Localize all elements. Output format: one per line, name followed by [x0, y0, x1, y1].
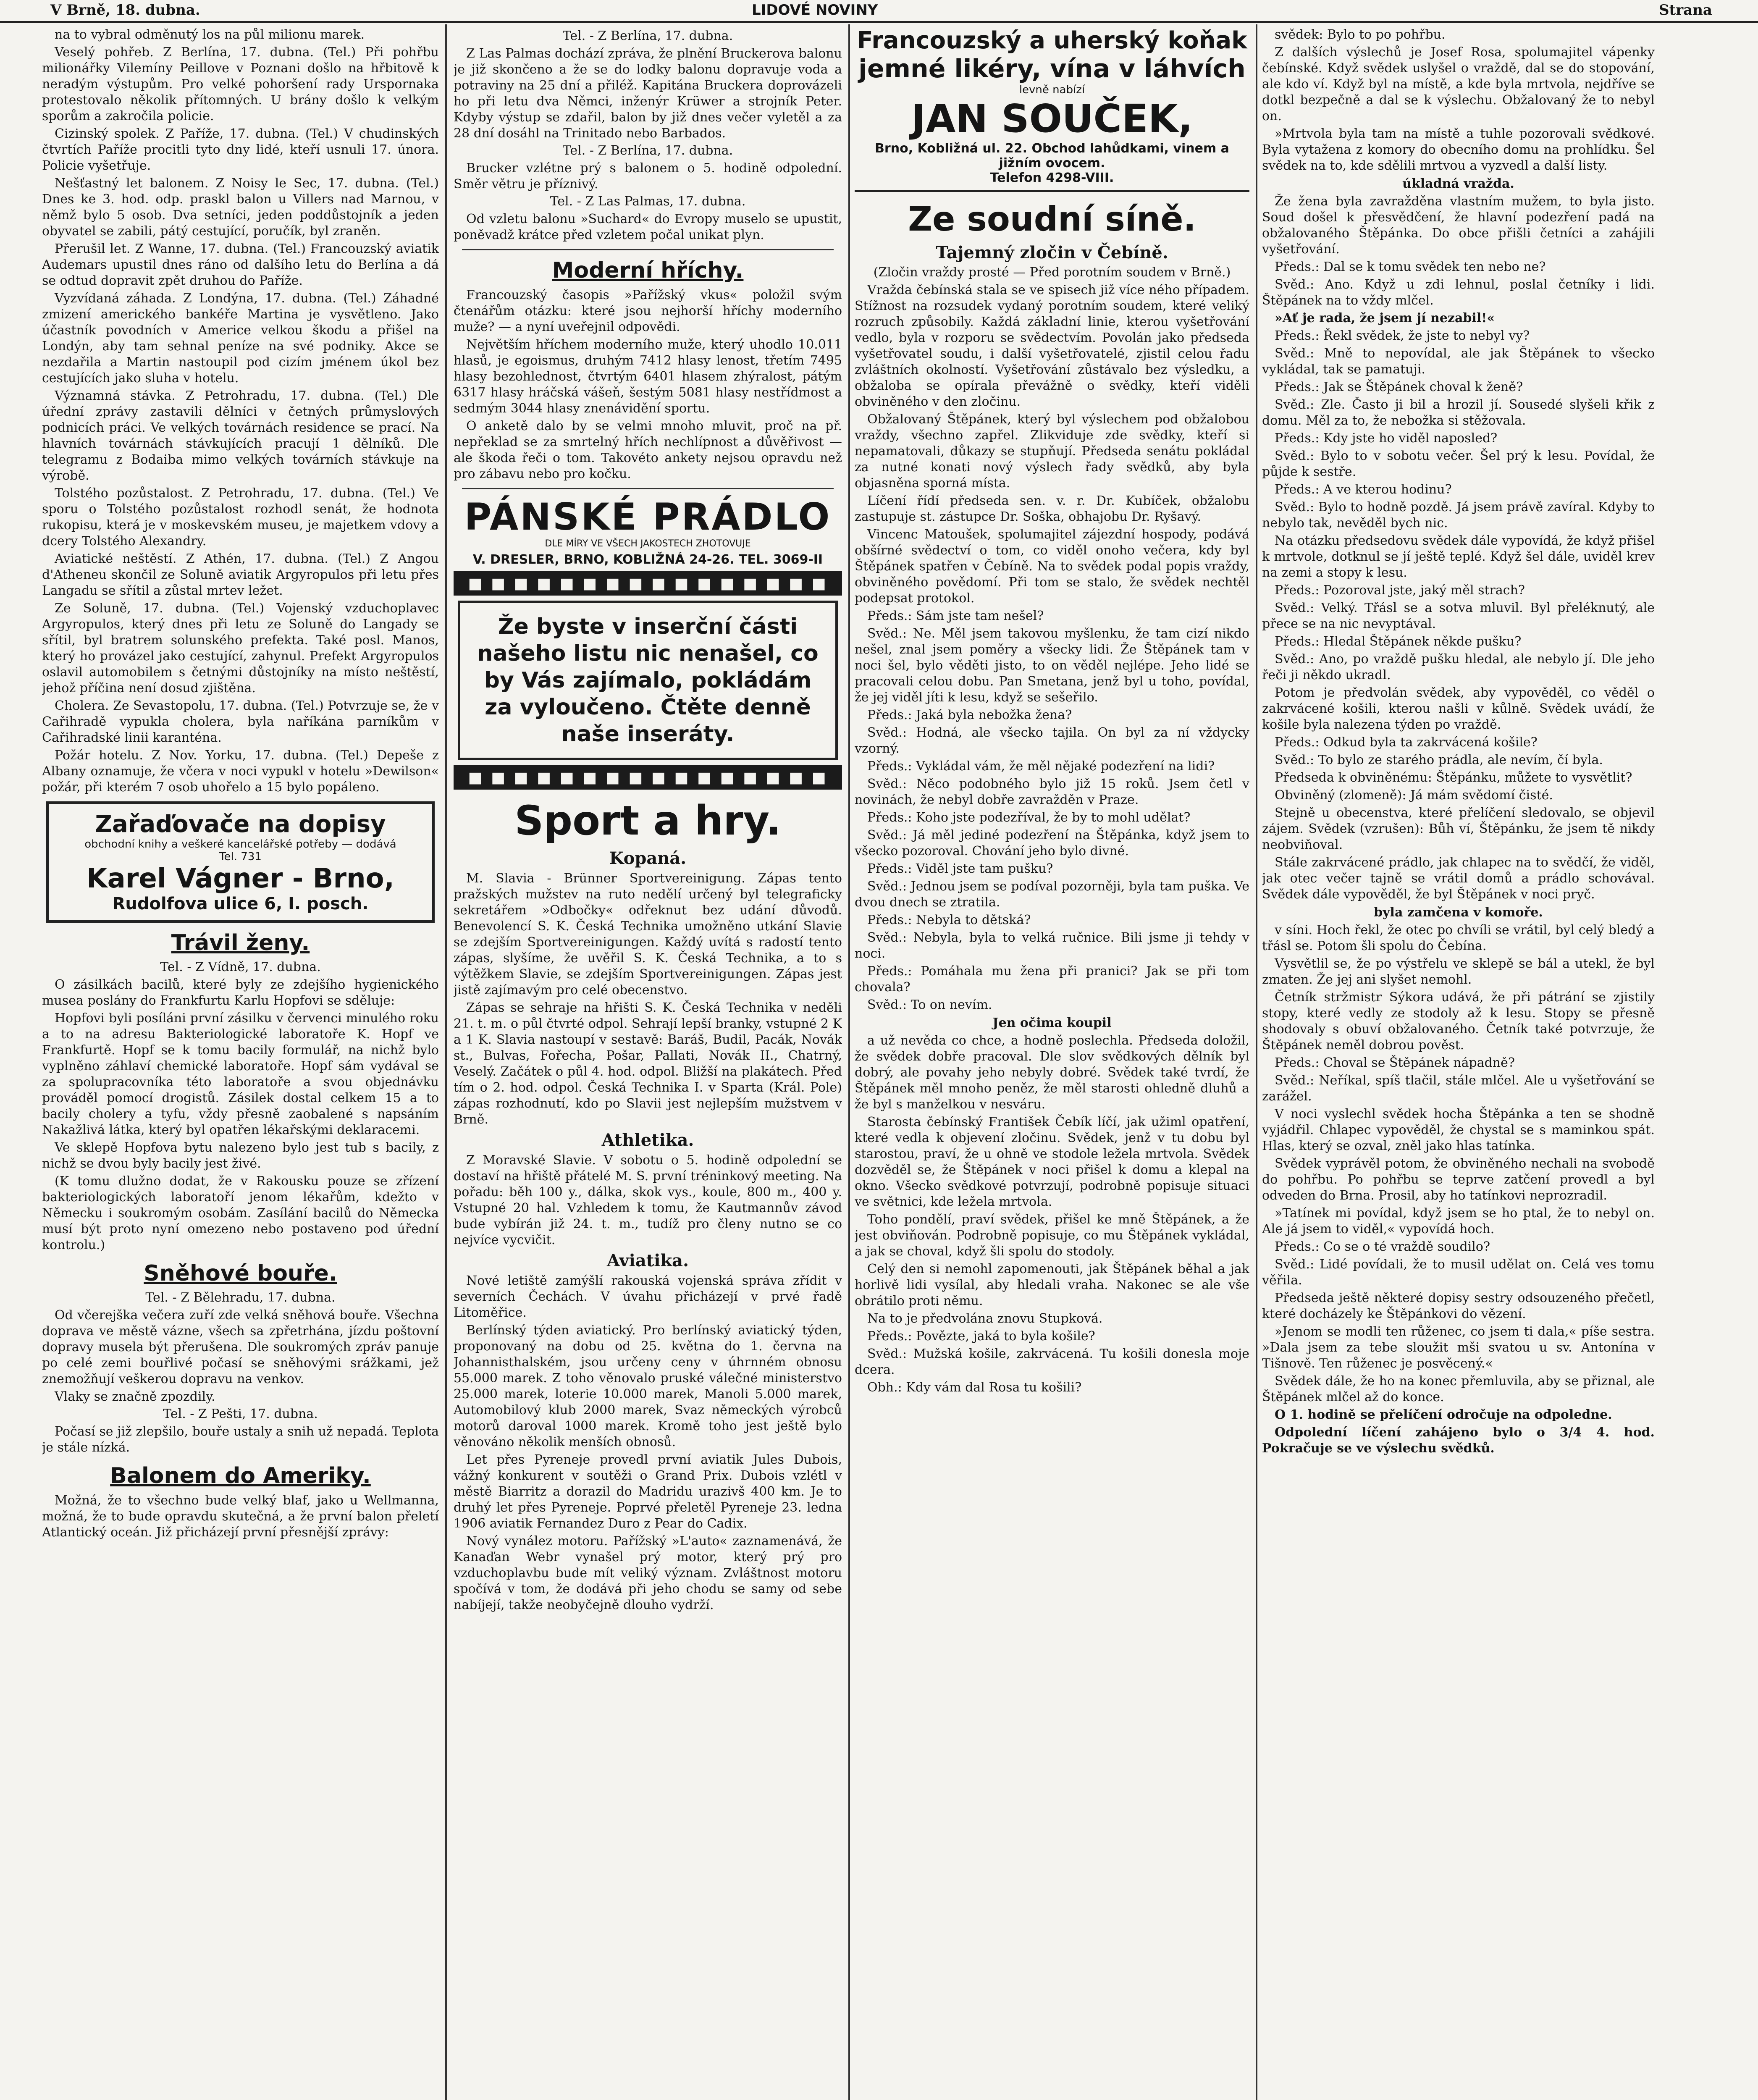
ad-company-name: JAN SOUČEK, — [911, 96, 1193, 141]
article-text: Cholera. Ze Sevastopolu, 17. dubna. (Tel.) Potvrzuje se, že v Cařihradě vypukla cholera, byla naříkána parníkům v Cařihradské linii karanténa. — [42, 698, 439, 745]
section-subtitle: Athletika. — [601, 1130, 694, 1150]
article-text: Od vzletu balonu »Suchard« do Evropy muselo se upustit, poněvadž krátce před vzletem počal unikat plyn. — [454, 212, 842, 242]
ad-subtitle: DLE MÍRY VE VŠECH JAKOSTECH ZHOTOVUJE — [545, 538, 751, 549]
column-rule — [445, 24, 447, 2100]
article-text: Největším hříchem moderního muže, který uhodlo 10.011 hlasů, je egoismus, druhým 7412 hlasy lenost, třetím 7495 hlasy bezohlednost, čtvrtým 6401 hlasem zhýralost, pátým 6317 hlasy hráčská vášeň, šestým 5081 hlasy nestřídmost a sedmým 3044 hlasy znenávidění sportu. — [454, 337, 842, 416]
article-text: Nový vynález motoru. Pařížský »L'auto« zaznamenává, že Kanaďan Webr vynašel prý motor, který prý pro vzduchoplavbu bude mít veliký význam. Zvláštnost motoru spočívá v tom, že dodává při jeho chodu se samy od sebe nabíjejí, takže neobyčejně dlouho vydrží. — [454, 1534, 842, 1612]
advertisement-soucek — [855, 27, 1249, 192]
article-text: Že žena byla zavražděna vlastním mužem, to byla jisto. Soud došel k přesvědčení, že hlavní podezření padá na obžalovaného Štěpánka. Do obce přišli četníci a zahájili vyšetřování. — [1262, 194, 1655, 257]
article-text: Svědek dále, že ho na konec přemluvila, aby se přiznal, ale Štěpánek mlčel až do konce. — [1262, 1374, 1655, 1404]
dialogue-line: Předs.: Vykládal vám, že měl nějaké podezření na lidi? — [867, 759, 1215, 774]
dialogue-line: Svěd.: To bylo ze starého prádla, ale nevím, čí byla. — [1275, 753, 1603, 767]
headline: Trávil ženy. — [171, 930, 310, 956]
dialogue-line: Předs.: Pozoroval jste, jaký měl strach? — [1275, 583, 1525, 598]
article-text: Berlínský týden aviatický. Pro berlínský aviatický týden, proponovaný na dobu od 25. května do 1. června na Johannisthalském, jsou určeny ceny v úhrnném obnosu 55.000 marek. Z toho věnovalo pruské válečné ministerstvo 25.000 marek, loterie 10.000 marek, Manoli 5.000 marek, Automobilový klub 2000 marek, Svaz německých výrobců motorů daroval 1000 marek. Kromě toho jest ještě bylo věnováno několik menších obnosů. — [454, 1323, 842, 1449]
column-3 — [855, 27, 1249, 2100]
dialogue-line: Předs.: Nebyla to dětská? — [867, 913, 1031, 927]
section-title: Sport a hry. — [514, 797, 781, 844]
ad-subtitle: obchodní knihy a veškeré kancelářské potřeby — dodává — [84, 838, 396, 850]
column-4 — [1262, 27, 1655, 2100]
ad-address: V. DRESLER, BRNO, KOBLIŽNÁ 24-26. TEL. 3069-II — [472, 552, 823, 567]
dialogue-line: Předs.: Jaká byla nebožka žena? — [867, 708, 1072, 722]
article-text: Tolstého pozůstalost. Z Petrohradu, 17. dubna. (Tel.) Ve sporu o Tolstého pozůstalost rozhodl senát, že hodnota rukopisu, která je v moskevském museu, je majetkem vdovy a dcery Tolstého Alexandry. — [42, 486, 439, 549]
dialogue-line: Předseda k obviněnému: Štěpánku, můžete to vysvětlit? — [1275, 770, 1632, 785]
header-dateline: V Brně, 18. dubna. — [50, 2, 200, 18]
article-text: V noci vyslechl svědek hocha Štěpánka a ten se shodně vyjádřil. Chlapec vypověděl, že chystal se s maminkou spát. Hlas, který se ozval, zněl jako hlas tatínka. — [1262, 1107, 1655, 1153]
dateline: Tel. - Z Berlína, 17. dubna. — [562, 143, 733, 158]
headline: Balonem do Ameriky. — [110, 1463, 371, 1488]
headline: Tajemný zločin v Čebíně. — [936, 243, 1168, 262]
article-text: Počasí se již zlepšilo, bouře ustaly a snih už nepadá. Teplota je stále nízká. — [42, 1424, 439, 1455]
ad-title: PÁNSKÉ PRÁDLO — [464, 495, 832, 538]
subheading: byla zamčena v komoře. — [1374, 905, 1543, 920]
ad-line: levně nabízí — [1019, 84, 1085, 96]
dialogue-line: Předs.: Odkud byla ta zakrvácená košile? — [1275, 735, 1538, 750]
dialogue-line: Předs.: Sám jste tam nešel? — [867, 609, 1044, 623]
article-text: Let přes Pyreneje provedl první aviatik Jules Dubois, vážný konkurent v soutěži o Grand Prix. Dubois vzlétl v městě Biarritz a dorazil do Madridu urazivš 400 km. Je to druhý let přes Pyreneje. Poprvé přeletěl Pyreneje 23. ledna 1906 aviatik Fernandez Duro z Pear do Cadix. — [454, 1452, 842, 1531]
ad-company-name: Karel Vágner - Brno, — [87, 863, 394, 894]
header-page-label: Strana — [1659, 2, 1712, 18]
dialogue-line: Předs.: Hledal Štěpánek někde pušku? — [1275, 634, 1522, 649]
article-text: Aviatické neštěstí. Z Athén, 17. dubna. (Tel.) Z Angou d'Atheneu skončil ze Soluně aviatik Argyropulos při letu přes Langadu se sřítil a zůstal mrtev ležet. — [42, 551, 439, 598]
dialogue-line: Obviněný (zlomeně): Já mám svědomí čisté. — [1275, 788, 1553, 803]
advertisement-dresler — [454, 495, 842, 567]
column-rule — [1256, 24, 1257, 2100]
article-text: (K tomu dlužno dodat, že v Rakousku pouze se zřízení bakteriologických laboratoří jenom lékařům, kdežto v Německu i soukromým osobám. Zasílání bacilů do Německa musí být proto nyní omezeno nebo postaveno pod úřední kontrolu.) — [42, 1174, 439, 1252]
article-text: Odpolední líčení zahájeno bylo o 3/4 4. hod. Pokračuje se ve výslechu svědků. — [1262, 1425, 1655, 1456]
article-text: Na otázku předsedovu svědek dále vypovídá, že když přišel k mrtvole, dotknul se jí ještě teplé. Když šel dále, uviděl krev na zemi a stopy k lesu. — [1262, 533, 1655, 580]
dialogue-line: Svěd.: Neříkal, spíš tlačil, stále mlčel. Ale u vyšetřování se zarážel. — [1262, 1073, 1655, 1104]
divider — [462, 488, 834, 489]
article-text: Možná, že to všechno bude velký blaf, jako u Wellmanna, možná, že to bude opravdu skutečná, a že první balon přeletí Atlantický oceán. Již přicházejí první přesnější zprávy: — [42, 1493, 439, 1540]
article-text: Přerušil let. Z Wanne, 17. dubna. (Tel.) Francouzský aviatik Audemars upustil dnes ráno od dalšího letu do Berlína a dá se odtud dopravit zpět druhou do Paříže. — [42, 242, 439, 288]
article-text: Nešťastný let balonem. Z Noisy le Sec, 17. dubna. (Tel.) Dnes ke 3. hod. odp. praskl balon u Villers nad Marnou, v němž bylo 5 osob. Dva setníci, jeden poddůstojník a jeden obyvatel se zabili, pátý cestující, poručík, byl zraněn. — [42, 176, 439, 239]
article-text: Vyzvídaná záhada. Z Londýna, 17. dubna. (Tel.) Záhadné zmizení amerického bankéře Martina je vysvětleno. Jako účastník povodních v Americe velkou škodu a přišel na Londýn, aby tam sehnal peníze na své podniky. Akce se nezdařila a Martin nastoupil pod cizím jménem úkol bez cestujících jako sluha v hotelu. — [42, 291, 439, 386]
ad-address: Rudolfova ulice 6, I. posch. — [112, 894, 369, 914]
column-1 — [42, 27, 439, 2100]
dialogue-line: Předs.: A ve kterou hodinu? — [1275, 482, 1452, 497]
article-text: Brucker vzlétne prý s balonem o 5. hodině odpolední. Směr větru je příznivý. — [454, 161, 842, 192]
dialogue-line: Předs.: Kdy jste ho viděl naposled? — [1275, 431, 1498, 446]
advertising-notice: Že byste v inserční části našeho listu nic nenašel, co by Vás zajímalo, pokládám za vyloučeno. Čtěte denně naše inseráty. — [458, 601, 838, 760]
dialogue-line: Svěd.: Nebyla, byla to velká ručnice. Bili jsme ji tehdy v noci. — [855, 930, 1249, 961]
article-text: O anketě dalo by se velmi mnoho mluvit, proč na př. nepřeklad se za smrtelný hřích nechlípnost a důvěřivost — ale škoda řeči o tom. Takovéto ankety nejsou opravdu než pro zábavu nebo pro kočku. — [454, 419, 842, 481]
dialogue-line: Svěd.: To on nevím. — [867, 998, 992, 1012]
dialogue-line: Předs.: Pomáhala mu žena při pranici? Jak se při tom chovala? — [855, 964, 1249, 995]
article-text: Požár hotelu. Z Nov. Yorku, 17. dubna. (Tel.) Depeše z Albany oznamuje, že včera v noci vypukl v hotelu »Dewilson« požár, při kterém 7 osob uhořelo a 15 bylo popáleno. — [42, 748, 439, 795]
article-text: »Tatínek mi povídal, když jsem se ho ptal, že to nebyl on. Ale já jsem to viděl,« vypovídá hoch. — [1262, 1206, 1655, 1236]
article-text: Četník stržmistr Sýkora udává, že při pátrání se zjistily stopy, které vedly ze stodoly až k lesu. Stopy se přesně shodovaly s obuví obžalovaného. Četník také potvrzuje, že Štěpánek neměl dobrou pověst. — [1262, 990, 1655, 1053]
dialogue-line: Svěd.: Ne. Měl jsem takovou myšlenku, že tam cizí nikdo nešel, znal jsem poměry a všecky lidi. Že Štěpánek tam v noci šel, bylo věděti jisto, to on věděl nejlépe. Jeho lidé se pracovali celou dobu. Pan Smetana, jenž byl u toho, povídal, že jej viděl jíti k lesu, když se sešeřilo. — [855, 626, 1249, 705]
dialogue-line: Svěd.: Hodná, ale všecko tajila. On byl za ní vždycky vzorný. — [855, 725, 1249, 756]
article-text: »Jenom se modli ten růženec, co jsem ti dala,« píše sestra. »Dala jsem za tebe sloužit mši svatou u sv. Antonína v Tišnově. Ten růženec je posvěcený.« — [1262, 1324, 1655, 1371]
dialogue-line: Předs.: Povězte, jaká to byla košile? — [867, 1329, 1095, 1344]
section-subtitle: Kopaná. — [609, 848, 687, 868]
ornament-band: ■ ■ ■ ■ ■ ■ ■ ■ ■ ■ ■ ■ ■ ■ ■ ■ — [454, 571, 842, 596]
article-text: Cizinský spolek. Z Paříže, 17. dubna. (Tel.) V chudinských čtvrtích Paříže procitli tyto dny lidé, kteří usnuli 17. února. Policie vyšetřuje. — [42, 126, 439, 173]
ad-phone: Telefon 4298-VIII. — [990, 171, 1114, 185]
dialogue-line: Předs.: Jak se Štěpánek choval k ženě? — [1275, 380, 1523, 394]
dateline: Tel. - Z Las Palmas, 17. dubna. — [550, 194, 746, 209]
article-text: Toho pondělí, praví svědek, přišel ke mně Štěpánek, a že jest obviňován. Podrobně popisuje, co mu Štěpánek vykládal, a jak se choval, když šli spolu do stodoly. — [855, 1212, 1249, 1259]
article-text: Z Moravské Slavie. V sobotu o 5. hodině odpolední se dostaví na hřiště přátelé M. S. první tréninkový meeting. Na pořadu: běh 100 y., dálka, skok vys., koule, 800 m., 400 y. Vstupné 20 hal. Vzhledem k tomu, že Kautmannův závod bude vybírán již 24. t. m., tudíž pro členy nutno se co nejvíce vycvičit. — [454, 1153, 842, 1247]
article-text: Starosta čebínský František Čebík líčí, jak užiml opatření, které vedla k objevení zločinu. Svědek, jenž v tu dobu byl starostou, praví, že u ohně ve stodole ležela mrtvola. Svědek dozvěděl se, že Štěpánek v noci přišel k domu a klepal na okno. Všecko svědkové potvrzují, podrobně popisuje situaci ve světnici, kde ležela mrtvola. — [855, 1115, 1249, 1209]
dialogue-line: Předs.: Choval se Štěpánek nápadně? — [1275, 1055, 1515, 1070]
quoted-line: »Ať je rada, že jsem jí nezabil!« — [1275, 311, 1495, 326]
article-text: Líčení řídí předseda sen. v. r. Dr. Kubíček, obžalobu zastupuje st. zástupce Dr. Soška, obhajobu Dr. Ryšavý. — [855, 494, 1249, 524]
dateline: Tel. - Z Bělehradu, 17. dubna. — [145, 1290, 336, 1305]
article-text: Hopfovi byli posíláni první zásilku v červenci minulého roku a to na adresu Bakteriologické laboratoře K. Hopf ve Frankfurtě. Hopf se k tomu bacily formulář, na nichž bylo vyplněno záhlaví chemické laboratoře. Hopf sám vydával se za spolupracovníka této laboratoře a svou objednávku prováděl pomocí drogistů. Zásilek dostal celkem 15 a to bacily cholery a tyfu, vždy přesně zaobalené s napsáním Nakažlivá látka, který byl opatřen lékařskými deklaracemi. — [42, 1011, 439, 1137]
article-text: Vincenc Matoušek, spolumajitel zájezdní hospody, podává obšírné svědectví o tom, co viděl onoho večera, kdy byl Štěpánek spatřen v Čebíně. Na to svědek podal popis vraždy, obviněného povědomí. Při tom se stalo, že svědek nechtěl podepsat protokol. — [855, 527, 1249, 606]
article-text: Předseda ještě některé dopisy sestry odsouzeného přečetl, které docházely ke Štěpánkovi do vězení. — [1262, 1291, 1655, 1321]
article-text: Zápas se sehraje na hřišti S. K. Česká Technika v neděli 21. t. m. o půl čtvrté odpol. Sehrají lepší branky, vstupné 2 K a 1 K. Slavia nastoupí v sestavě: Baráš, Budil, Pacák, Novák st., Bulvas, Fořecha, Pošar, Pallati, Novák II., Chatrný, Veselý. Začátek o půl 4. hod. odpol. Bližší na plakátech. Před tím o 2. hod. odpol. Česká Technika I. v Sparta (Král. Pole) zápas rozhodnutí, kdo po Slavii jest nejlepším mužstvem v Brně. — [454, 1000, 842, 1127]
article-text: »Mrtvola byla tam na místě a tuhle pozorovali svědkové. Byla vytažena z komory do obecního domu na prohlídku. Šel svědek na to, kde sdělili mrtvou a vyzvedl a další listy. — [1262, 126, 1655, 173]
dateline: Tel. - Z Pešti, 17. dubna. — [163, 1407, 318, 1421]
dialogue-line: Svěd.: Mužská košile, zakrvácená. Tu košili donesla moje dcera. — [855, 1347, 1249, 1377]
dialogue-line: Svěd.: Mně to nepovídal, ale jak Štěpánek to všecko vykládal, tak se pamatuji. — [1262, 346, 1655, 377]
article-text: O zásilkách bacilů, které byly ze zdejšího hygienického musea poslány do Frankfurtu Karlu Hopfovi se sděluje: — [42, 977, 439, 1008]
article-text: Veselý pohřeb. Z Berlína, 17. dubna. (Tel.) Při pohřbu milionářky Vilemíny Peillove v Poznani došlo na hřbitově k neradým výstupům. Pro velké pohoršení rady Urspornaka protestovalo několik přítomných. U brány došlo k velkým sporům a zakročila policie. — [42, 45, 439, 123]
article-text: svědek: Bylo to po pohřbu. — [1275, 27, 1446, 42]
dialogue-line: Svěd.: Ano. Když u zdi lehnul, poslal četníky i lidi. Štěpánek na to vždy mlčel. — [1262, 277, 1655, 308]
dateline: Tel. - Z Berlína, 17. dubna. — [562, 29, 733, 43]
article-text: Svědek vyprávěl potom, že obviněného nechali na svobodě do pohřbu. Po pohřbu se teprve zatčení provedl a byl odveden do Brna. Prosil, aby ho tatínkovi neprozradil. — [1262, 1156, 1655, 1203]
article-text: Francouzský časopis »Pařížský vkus« položil svým čtenářům otázku: které jsou nejhorší hříchy moderního muže? — a nyní uveřejnil odpovědi. — [454, 288, 842, 334]
article-text: a už nevěda co chce, a hodně poslechla. Předseda doložil, že svědek dobře pracoval. Dle slov svědkových dělník byl dobrý, ale povahy jeho nebyly dobré. Svědek také tvrdí, že Štěpánek měl mnoho peněz, že měl starosti ohledně dluhů a že byl s manželkou v nesváru. — [855, 1033, 1249, 1112]
dialogue-line: Svěd.: Zle. Často ji bil a hrozil jí. Sousedé slyšeli křik z domu. Měl za to, že nebožka si stěžovala. — [1262, 397, 1655, 428]
ad-phone: Tel. 731 — [219, 850, 262, 863]
article-text: Stále zakrvácené prádlo, jak chlapec na to svědčí, že viděl, jak otec večer tajně se vrátil domů a prádlo schovával. Svědek dále vypověděl, že byl Štěpánek v noci pryč. — [1262, 855, 1655, 902]
page-header — [0, 0, 1758, 23]
dialogue-line: Svěd.: Ano, po vraždě pušku hledal, ale nebylo jí. Dle jeho řeči ji někdo ukradl. — [1262, 652, 1655, 682]
dialogue-line: Předs.: Řekl svědek, že jste to nebyl vy? — [1275, 328, 1530, 343]
article-text: Vražda čebínská stala se ve spisech již více ného případem. Stížnost na rozsudek vydaný porotním soudem, které veliký rozruch způsobily. Každá základní linie, kterou vyšetřování vedlo, byla v rozporu se svědectvím. Povolán jako předseda vyšetřovatel soudu, i další vyšetřovatelé, zjistil celou řadu zvláštních okolností. Vyšetřování zůstávalo bez výsledku, a obžaloba se opírala převážně o svědky, kteří viděli obviněného v den zločinu. — [855, 283, 1249, 409]
dialogue-line: Předs.: Koho jste podezříval, že by to mohl udělat? — [867, 810, 1191, 825]
article-text: Nové letiště zamýšlí rakouská vojenská správa zřídit v severních Čechách. V úvahu přicházejí v prvé řadě Litoměřice. — [454, 1273, 842, 1320]
article-text: Potom je předvolán svědek, aby vypověděl, co věděl o zakrvácené košili, kterou našli v kůlně. Svědek uvádí, že košile byla nalezena týden po vraždě. — [1262, 685, 1655, 732]
article-text: v síni. Hoch řekl, že otec po chvíli se vrátil, byl celý bledý a třásl se. Potom šli spolu do Čebína. — [1262, 923, 1655, 953]
article-text: Významná stávka. Z Petrohradu, 17. dubna. (Tel.) Dle úřední zprávy zastavili dělníci v četných průmyslových podnicích práci. Ve velkých továrnách residence se prací. Na hlavních továrnách stávkujících pracují 1 dělníků. Dle telegramu z Bodaiba mimo velkých továrních stávkuje na výrobě. — [42, 388, 439, 483]
ornament-band: ■ ■ ■ ■ ■ ■ ■ ■ ■ ■ ■ ■ ■ ■ ■ ■ — [454, 765, 842, 790]
article-text: Ze Soluně, 17. dubna. (Tel.) Vojenský vzduchoplavec Argyropulos, který dnes při letu ze Soluně do Langady se sřítil, byl bratrem solunského prefekta. Také posl. Manos, který ho provázel jako cestující, zahynul. Prefekt Argyropulos oslavil automobilem s četnými důstojníky na místo neštěstí, jehož příčina není dosud zjištěna. — [42, 601, 439, 696]
headline: Moderní hříchy. — [552, 258, 744, 283]
article-text: Vysvětlil se, že po výstřelu ve sklepě se bál a utekl, že byl zmaten. Že jej ani slyšet nemohl. — [1262, 956, 1655, 987]
dialogue-line: Předs.: Dal se k tomu svědek ten nebo ne? — [1275, 260, 1546, 274]
article-text: Z Las Palmas dochází zpráva, že plnění Bruckerova balonu je již skončeno a že se do lodky balonu dopravuje voda a potraviny na 25 dní a přiléž. Kapitána Bruckera doprovázeli ho při letu dva Němci, inženýr Krüwer a strojník Peter. Kdyby výstup se zdařil, balon by již dnes večer vyletěl a za 28 dní dosáhl na Trinitado nebo Barbados. — [454, 46, 842, 141]
header-masthead: LIDOVÉ NOVINY — [752, 2, 878, 18]
ad-line: Francouzský a uherský koňak — [857, 27, 1247, 54]
article-text: Na to je předvolána znovu Stupková. — [867, 1311, 1103, 1326]
article-text: Z dalších výslechů je Josef Rosa, spolumajitel vápenky čebínské. Když svědek uslyšel o vraždě, dal se do stopování, ale kdo ví. Když byl na místě, a kde byla mrtvola, nejdříve se dotkl bezpečně a dal se k výslechu. Obžalovaný že to nebyl on. — [1262, 45, 1655, 123]
dialogue-line: Svěd.: Velký. Třásl se a sotva mluvil. Byl přeléknutý, ale přece se na nic nevyptával. — [1262, 601, 1655, 631]
dialogue-line: Obh.: Kdy vám dal Rosa tu košili? — [867, 1380, 1082, 1395]
column-2 — [454, 27, 842, 2100]
article-text: Od včerejška večera zuří zde velká sněhová bouře. Všechna doprava ve městě vázne, všech sa zpřetrhána, jízdu poštovní dopravy musela být přerušena. Dle soukromých zpráv panuje po celé zemi bouřlivé počasí se sněhovými srážkami, jež znemožňují veškerou dopravu na venkov. — [42, 1308, 439, 1386]
article-lead: (Zločin vraždy prosté — Před porotním soudem v Brně.) — [873, 265, 1231, 280]
subheading: Jen očima koupil — [992, 1016, 1112, 1030]
dialogue-line: Předs.: Co se o té vraždě soudilo? — [1275, 1239, 1490, 1254]
ad-title: Zařaďovače na dopisy — [95, 811, 386, 838]
dateline: Tel. - Z Vídně, 17. dubna. — [160, 960, 321, 974]
column-rule — [848, 24, 850, 2100]
dialogue-line: Svěd.: Lidé povídali, že to musil udělat on. Celá ves tomu věřila. — [1262, 1257, 1655, 1288]
headline: Sněhové bouře. — [144, 1261, 337, 1286]
dialogue-line: Svěd.: Jednou jsem se podíval pozorněji, byla tam puška. Ve dvou dnech se ztratila. — [855, 879, 1249, 910]
divider — [462, 249, 834, 250]
article-text: Vlaky se značně zpozdily. — [55, 1389, 215, 1404]
section-title: Ze soudní síně. — [908, 200, 1196, 239]
article-text: M. Slavia - Brünner Sportvereinigung. Zápas tento pražských mužstev na ruto nedělí určený byl telegraficky sekretářem »Odbočky« odřeknut bez udání důvodů. Benevolencí S. K. Česká Technika umožněno utkání Slavie se zdejším Sportvereinigungen. Každý uvítá s radostí tento zápas, slyšíme, že uvěřil S. K. Česká Technika, a to s výtěžkem Slavie, se zdejším Sportvereinigungen. Zápas jest jistě zajímavým pro celé obecenstvo. — [454, 871, 842, 998]
dialogue-line: Svěd.: Já měl jediné podezření na Štěpánka, když jsem to všecko pozoroval. Chování jeho bylo divné. — [855, 828, 1249, 858]
article-text: Ve sklepě Hopfova bytu nalezeno bylo jest tub s bacily, z nichž se dvou byly bacily jest živé. — [42, 1140, 439, 1171]
article-text: O 1. hodině se přelíčení odročuje na odpoledne. — [1275, 1407, 1612, 1422]
dialogue-line: Svěd.: Bylo to hodně pozdě. Já jsem právě zavíral. Kdyby to nebylo tak, nevěděl bych nic. — [1262, 500, 1655, 530]
ad-address: Brno, Kobližná ul. 22. Obchod lahůdkami, vinem a jižním ovocem. — [875, 141, 1229, 171]
subheading: úkladná vražda. — [1402, 176, 1514, 191]
article-text: Obžalovaný Štěpánek, který byl výslechem pod obžalobou vraždy, všechno zapřel. Zlikviduje zde svědky, kteří si nepamatovali, důkazy se stupňují. Předseda senátu pokládal za nutné konati nový výslech řady svědků, aby byla objasněna sporná místa. — [855, 412, 1249, 491]
advertisement-vagner — [46, 801, 435, 923]
dialogue-line: Svěd.: Něco podobného bylo již 15 roků. Jsem četl v novinách, že nebyl dobře zavražděn v Praze. — [855, 777, 1249, 807]
dialogue-line: Svěd.: Bylo to v sobotu večer. Šel prý k lesu. Povídal, že půjde k sestře. — [1262, 449, 1655, 479]
article-text: Stejně u obecenstva, které přelíčení sledovalo, se objevil zájem. Svědek (vzrušen): Bůh ví, Štěpánku, že jsem tě nikdy neobviňoval. — [1262, 806, 1655, 852]
section-subtitle: Aviatika. — [607, 1251, 689, 1270]
article-text: na to vybral odměnutý los na půl milionu marek. — [55, 27, 365, 42]
dialogue-line: Předs.: Viděl jste tam pušku? — [867, 861, 1053, 876]
ad-line: jemné likéry, vína v láhvích — [858, 54, 1246, 84]
article-text: Celý den si nemohl zapomenouti, jak Štěpánek běhal a jak horlivě lidi vysílal, aby hledali vraha. Nakonec se ale vše obrátilo proti němu. — [855, 1262, 1249, 1308]
